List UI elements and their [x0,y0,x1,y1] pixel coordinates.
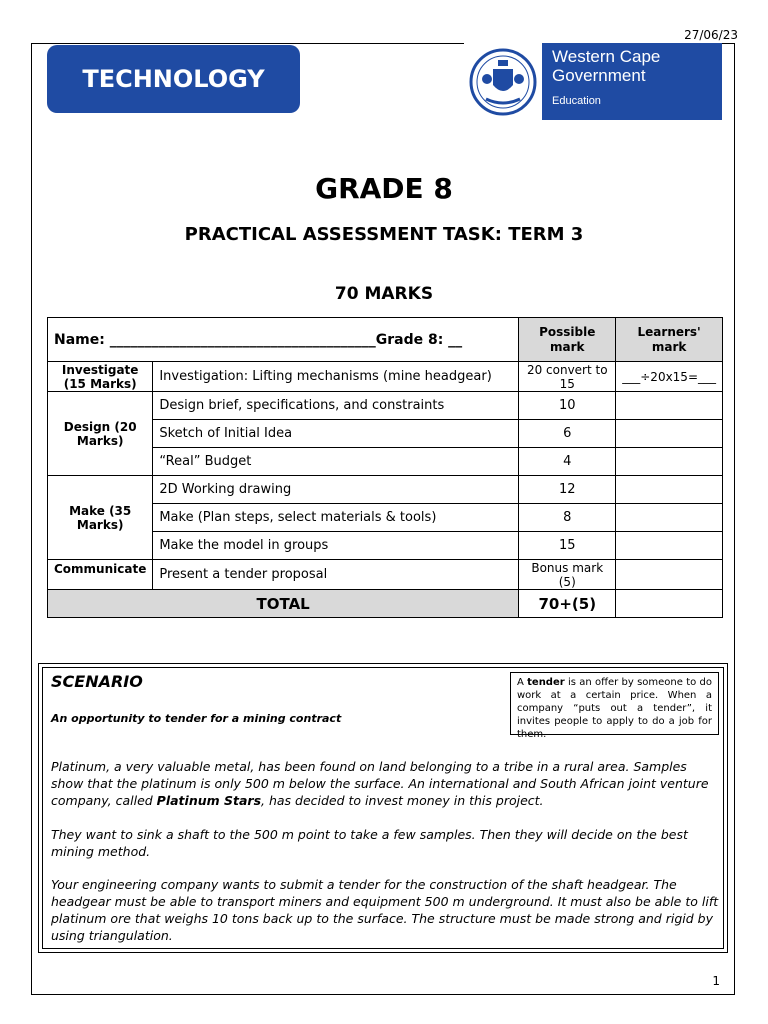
learner-mark-cell [616,392,723,420]
possible-mark-cell: 10 [519,392,616,420]
learner-mark-cell: ___÷20x15=___ [616,362,723,392]
scenario-box [38,663,728,953]
coat-of-arms-icon [464,43,542,120]
task-cell: Make the model in groups [153,532,519,560]
category-communicate: Communicate [48,560,153,590]
task-cell: Present a tender proposal [153,560,519,590]
name-label: Name: ______________________________________Grade 8: __ [48,318,519,362]
task-cell: “Real” Budget [153,448,519,476]
logo-line2: Government [552,66,646,85]
scenario-title: SCENARIO [51,672,143,691]
p1-pre: Platinum, a very valuable metal, has been found on land belonging to a tribe in a rural area. Samples show that the platinum is only 500 m below the surface. An international and South African joint venture company, called [51,759,709,808]
subject-badge: TECHNOLOGY [47,45,300,113]
possible-mark-cell: 4 [519,448,616,476]
p1-post: , has decided to invest money in this project. [261,793,544,808]
task-cell: Design brief, specifications, and constraints [153,392,519,420]
grade-title: GRADE 8 [315,172,453,205]
possible-mark-cell: 12 [519,476,616,504]
scenario-subtitle: An opportunity to tender for a mining contract [51,712,342,725]
learner-mark-cell [616,560,723,590]
scenario-paragraph-1 [51,758,721,809]
marks-title: 70 MARKS [334,284,434,304]
learner-mark-cell [616,532,723,560]
logo-line1: Western Cape [552,47,661,66]
category-design: Design (20 Marks) [48,392,153,476]
possible-mark-cell: 8 [519,504,616,532]
task-cell: Investigation: Lifting mechanisms (mine headgear) [153,362,519,392]
tender-definition [510,672,719,740]
learner-mark-cell [616,448,723,476]
learner-mark-cell [616,420,723,448]
scenario-inner-border [42,667,724,949]
p1-bold: Platinum Stars [156,793,262,808]
date: 27/06/23 [684,28,738,42]
scenario-paragraph-2: They want to sink a shaft to the 500 m point to take a few samples. Then they will decide on the best mining method. [51,827,688,859]
task-cell: Sketch of Initial Idea [153,420,519,448]
learners-mark-header: Learners' mark [616,318,723,362]
possible-mark-header: Possible mark [519,318,616,362]
marks-table [47,317,723,618]
possible-mark-cell: 20 convert to 15 [519,362,616,392]
tender-def-post: is an offer by someone to do work at a certain price. When a company “puts out a tender”, it invites people to apply to do a job for them. [517,677,712,740]
learner-mark-cell [616,476,723,504]
category-investigate: Investigate (15 Marks) [48,362,153,392]
scenario-paragraph-3: Your engineering company wants to submit a tender for the construction of the shaft headgear. The headgear must be able to transport miners and equipment 500 m underground. It must also be able to lift platinum ore that weighs 10 tons back up to the surface. The structure must be made strong and rigid by using triangulation. [51,877,719,943]
task-cell: 2D Working drawing [153,476,519,504]
total-value: 70+(5) [519,590,616,618]
possible-mark-cell: 15 [519,532,616,560]
category-make: Make (35 Marks) [48,476,153,560]
total-learner-cell [616,590,723,618]
western-cape-logo [464,43,722,120]
tender-def-bold: tender [527,677,565,688]
possible-mark-cell: Bonus mark (5) [519,560,616,590]
page-frame [31,43,735,995]
possible-mark-cell: 6 [519,420,616,448]
task-cell: Make (Plan steps, select materials & tools) [153,504,519,532]
page-number: 1 [712,974,720,988]
learner-mark-cell [616,504,723,532]
logo-sub: Education [552,95,601,107]
tender-def-pre: A [517,677,528,688]
task-title: PRACTICAL ASSESSMENT TASK: TERM 3 [184,224,584,245]
total-label: TOTAL [48,590,519,618]
